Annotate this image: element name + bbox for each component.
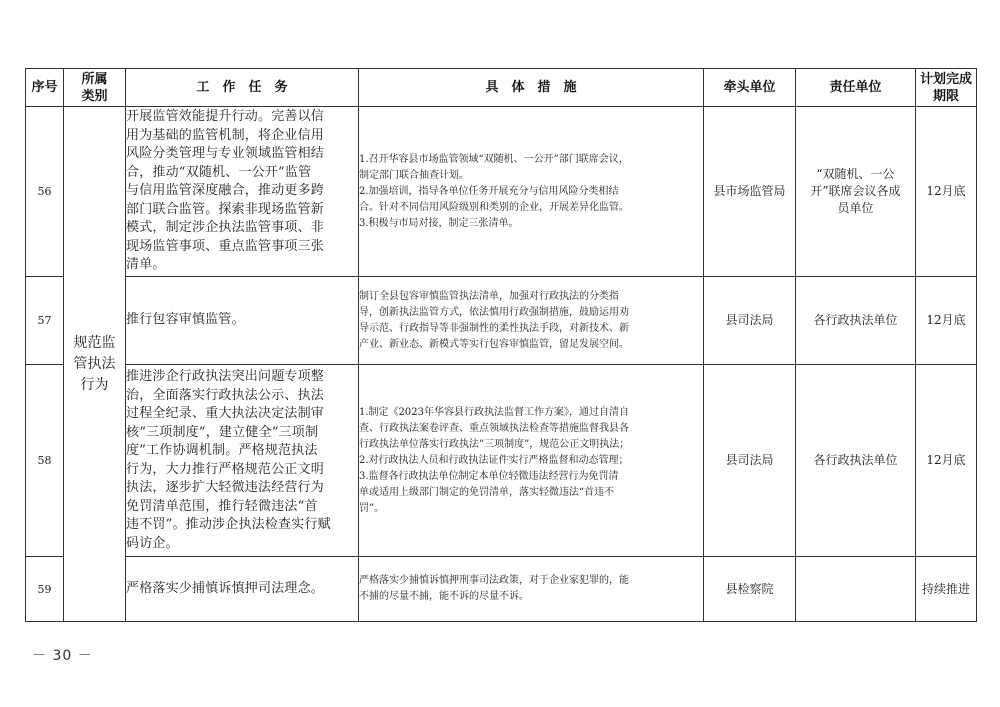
deadline: 12月底 <box>916 365 977 557</box>
task-line: 现场监管事项、重点监管事项三张 <box>126 238 325 254</box>
deadline: 持续推进 <box>916 557 977 622</box>
measures-cell <box>359 365 704 557</box>
task-cell <box>126 277 359 365</box>
measure-line: 不捕的尽量不捕，能不诉的尽量不诉。 <box>359 591 529 602</box>
task-line: 推行包容审慎监管。 <box>126 312 245 328</box>
category-cell <box>64 107 126 622</box>
header-deadline-line1: 计划完成 <box>919 71 972 87</box>
measure-line: 行政执法单位落实行政执法”三项制度”，规范公正文明执法； <box>359 438 630 450</box>
measure-line: 合。针对不同信用风险级别和类别的企业，开展差异化监管。 <box>359 201 629 213</box>
measure-line: 罚”。 <box>359 502 385 514</box>
measure-line: 产业、新业态、新模式等实行包容审慎监管，留足发展空间。 <box>359 338 629 350</box>
row-number: 59 <box>26 557 64 622</box>
measures-cell <box>359 277 704 365</box>
task-line: 核“三项制度”，建立健全“三项制 <box>126 424 319 440</box>
measure-line: 2.加强培训，指导各单位任务开展充分与信用风险分类相结 <box>359 185 619 197</box>
task-line: 推进涉企行政执法突出问题专项整 <box>126 369 325 384</box>
task-cell <box>126 365 359 557</box>
header-category <box>64 69 126 107</box>
measure-line: 3.监督各行政执法单位制定本单位轻微违法经营行为免罚清 <box>359 470 619 482</box>
header-measures: 具 体 措 施 <box>359 69 704 107</box>
table-row <box>26 107 977 277</box>
task-line: 与信用监管深度融合，推动更多跨 <box>126 183 325 199</box>
responsible-unit <box>796 557 916 622</box>
measure-line: 3.积极与市局对接，制定三张清单。 <box>359 217 519 229</box>
task-line: 执法，逐步扩大轻微违法经营行为 <box>126 480 325 495</box>
task-line: 严格落实少捕慎诉慎押司法理念。 <box>126 580 325 596</box>
responsible-line: 员单位 <box>837 201 874 215</box>
header-row <box>26 69 977 107</box>
task-line: 部门联合监管。探索非现场监管新 <box>126 201 325 217</box>
header-deadline-line2: 期限 <box>932 88 959 104</box>
task-line: 度”工作协调机制。严格规范执法 <box>126 443 318 458</box>
header-lead: 牵头单位 <box>704 69 796 107</box>
header-no: 序号 <box>26 69 64 107</box>
measure-line: 1.召开华容县市场监管领域“双随机、一公开”部门联席会议， <box>359 153 629 165</box>
task-cell <box>126 107 359 277</box>
responsible-unit <box>796 365 916 557</box>
responsible-line: 各行政执法单位 <box>813 313 898 327</box>
policy-table <box>25 68 977 622</box>
task-line: 违不罚”。推动涉企执法检查实行赋 <box>126 517 331 532</box>
category-line: 行为 <box>80 376 109 393</box>
task-line: 码访企。 <box>126 535 179 551</box>
page-number: － 30 － <box>32 648 93 664</box>
measure-line: 单或适用上级部门制定的免罚清单，落实轻微违法“首违不 <box>359 486 615 498</box>
row-number: 56 <box>26 107 64 277</box>
responsible-line: “双随机、一公 <box>816 167 895 181</box>
task-line: 模式，制定涉企执法监管事项、非 <box>126 220 325 236</box>
task-line: 合，推动“双随机、一公开”监管 <box>126 164 312 180</box>
responsible-unit <box>796 107 916 277</box>
table-row <box>26 277 977 365</box>
measures-cell <box>359 107 704 277</box>
measure-line: 查、行政执法案卷评查、重点领域执法检查等措施监督我县各 <box>359 422 629 434</box>
task-line: 免罚清单范围，推行轻微违法“首 <box>126 498 318 514</box>
lead-unit: 县司法局 <box>704 277 796 365</box>
task-line: 过程全纪录、重大执法决定法制审 <box>126 406 325 421</box>
task-cell <box>126 557 359 622</box>
task-line: 开展监管效能提升行动。完善以信 <box>126 109 325 125</box>
lead-unit: 县市场监管局 <box>704 107 796 277</box>
measure-line: 制订全县包容审慎监管执法清单，加强对行政执法的分类指 <box>359 290 619 302</box>
task-line: 行为，大力推行严格规范公正文明 <box>126 461 325 477</box>
measure-line: 导示范、行政指导等非强制性的柔性执法手段，对新技术、新 <box>359 322 629 334</box>
table-row <box>26 365 977 557</box>
task-line: 用为基础的监管机制，将企业信用 <box>126 127 325 143</box>
category-line: 规范监 <box>73 334 116 351</box>
task-line: 治，全面落实行政执法公示、执法 <box>126 387 325 403</box>
responsible-line: 各行政执法单位 <box>813 453 898 467</box>
task-line: 清单。 <box>126 257 166 273</box>
header-category-line1: 所属 <box>81 71 108 87</box>
table-row <box>26 557 977 622</box>
lead-unit: 县司法局 <box>704 365 796 557</box>
measure-line: 2.对行政执法人员和行政执法证件实行严格监督和动态管理； <box>359 454 629 466</box>
header-deadline <box>916 69 977 107</box>
measure-line: 制定部门联合抽查计划。 <box>359 169 469 181</box>
measures-cell <box>359 557 704 622</box>
deadline: 12月底 <box>916 107 977 277</box>
header-category-line2: 类别 <box>81 88 108 104</box>
deadline: 12月底 <box>916 277 977 365</box>
responsible-unit <box>796 277 916 365</box>
measure-line: 1.制定《2023年华容县行政执法监督工作方案》，通过自清自 <box>359 406 629 418</box>
responsible-line: 开”联席会议各成 <box>810 184 901 198</box>
lead-unit: 县检察院 <box>704 557 796 622</box>
row-number: 57 <box>26 277 64 365</box>
measure-line: 严格落实少捕慎诉慎押刑事司法政策，对于企业家犯罪的，能 <box>359 575 629 586</box>
header-task: 工 作 任 务 <box>126 69 359 107</box>
category-line: 管执法 <box>73 355 116 372</box>
row-number: 58 <box>26 365 64 557</box>
header-responsible: 责任单位 <box>796 69 916 107</box>
measure-line: 导，创新执法监管方式，依法慎用行政强制措施，鼓励运用劝 <box>359 306 629 318</box>
task-line: 风险分类管理与专业领域监管相结 <box>126 146 325 162</box>
